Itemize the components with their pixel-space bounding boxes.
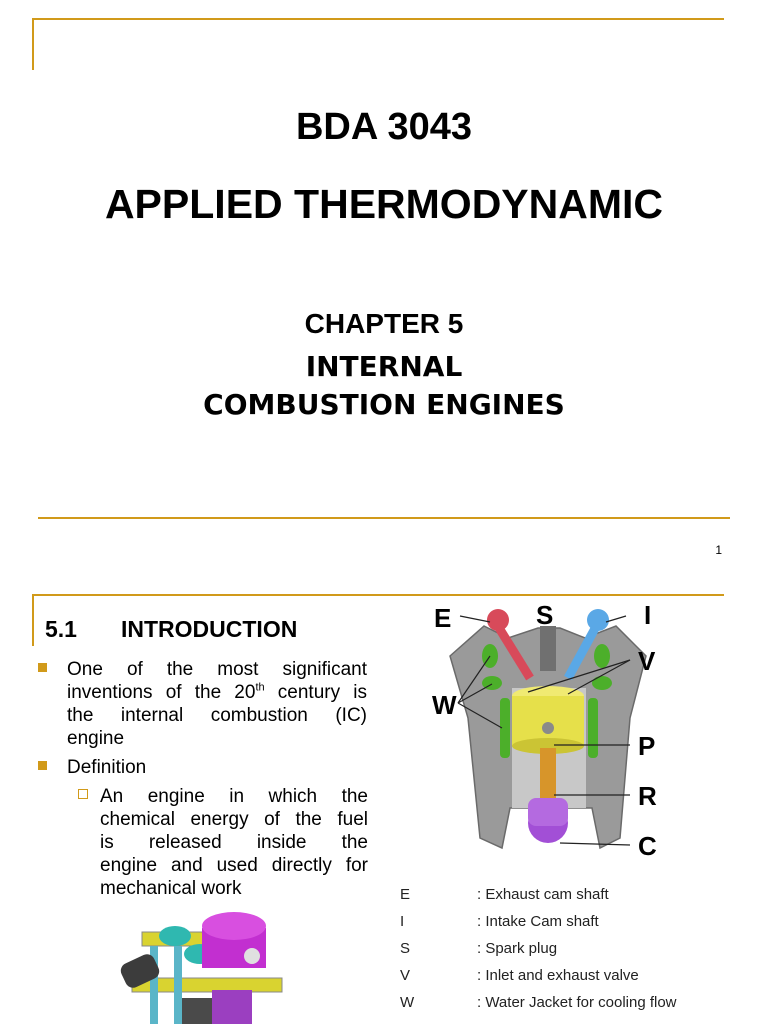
top-rule [32, 18, 724, 20]
label-c: C [638, 831, 657, 861]
sub-bullet-definition [100, 785, 368, 900]
bullet-marker [38, 663, 47, 672]
sub-bullet-line: is released inside the [100, 832, 368, 853]
top-rule [32, 594, 724, 596]
chapter-topic-line2: COMBUSTION ENGINES [203, 388, 565, 421]
bullet-line: engine [67, 728, 125, 749]
sub-bullet-line: chemical energy of the fuel [100, 809, 368, 830]
left-rule [32, 18, 34, 70]
engine-cross-section-diagram [420, 598, 690, 878]
diagram-legend: E : Exhaust cam shaft I : Intake Cam shaft S : Spark plug V : Inlet and exhaust valve W : Water Jacket for cooling flow [400, 886, 677, 1011]
bullet-line: the internal combustion (IC) [67, 705, 367, 726]
sub-bullet-line: mechanical work [100, 878, 242, 899]
label-p: P [638, 731, 656, 761]
left-rule [32, 594, 34, 646]
sub-bullet-line: An engine in which the [100, 786, 368, 807]
section-title: INTRODUCTION [121, 616, 298, 642]
bottom-rule [38, 517, 730, 519]
introduction-slide [0, 590, 768, 1024]
sub-bullet-marker [78, 789, 88, 799]
label-r: R [638, 781, 657, 811]
label-s: S [536, 600, 554, 630]
course-title: APPLIED THERMODYNAMIC [104, 181, 664, 227]
page-number: 1 [715, 543, 722, 557]
bullet-line: One of the most significant [67, 659, 367, 680]
chapter-topic-line1: INTERNAL [305, 350, 463, 383]
chapter-label: CHAPTER 5 [304, 308, 464, 339]
bullet-definition: Definition [67, 757, 147, 778]
section-number: 5.1 [45, 616, 77, 642]
section-heading [45, 616, 297, 643]
label-e: E [434, 603, 452, 633]
bullet-significance [67, 658, 367, 750]
bullet-marker [38, 761, 47, 770]
engine-3d-graphic [112, 898, 302, 1024]
sub-bullet-line: engine and used directly for [100, 855, 368, 876]
bullet-line: inventions of the 20th century is [67, 681, 367, 703]
label-w: W [432, 690, 457, 720]
label-i: I [644, 600, 652, 630]
chapter-topic [0, 348, 768, 424]
engine-3d-illustration [112, 898, 302, 1024]
label-v: V [638, 646, 656, 676]
course-code: BDA 3043 [295, 106, 472, 148]
